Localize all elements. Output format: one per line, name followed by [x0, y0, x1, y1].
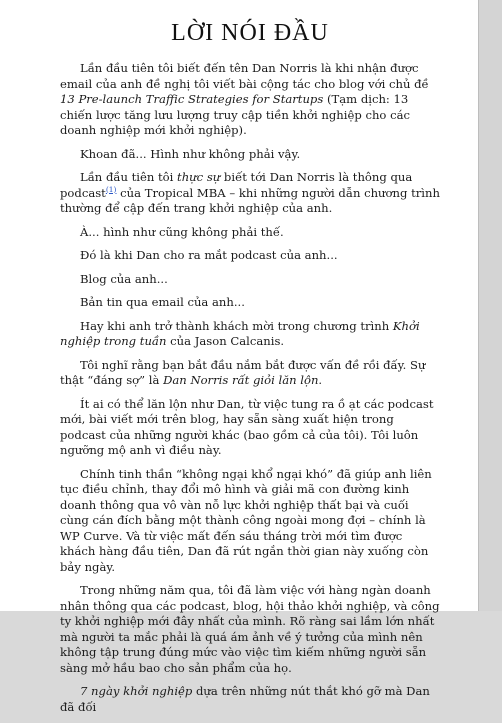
blog-post-title: 13 Pre-launch Traffic Strategies for Startups	[60, 92, 324, 106]
paragraph-1-text-a: Lần đầu tiên tôi biết đến tên Dan Norris là khi nhận được email của anh đề nghị tôi viết bài cộng tác cho blog với chủ đề	[60, 61, 429, 91]
paragraph-13-text-b: dựa trên những nút thắt khó gỡ mà Dan đã đối	[60, 684, 430, 714]
paragraph-3-emphasis: thực sự	[177, 170, 221, 184]
paragraph-9	[60, 358, 440, 389]
paragraph-4: À... hình như cũng không phải thế.	[80, 224, 284, 239]
paragraph-11: Chính tinh thần “không ngại khổ ngại khó” đã giúp anh liên tục điều chỉnh, thay đổi mô hình và giải mã con đường kinh doanh thông qua vô vàn nỗ lực khởi nghiệp thất bại và cuối cùng cán đích bằng một thành công ngoài mong đợi – chính là WP Curve. Và từ việc mất đến sáu tháng trời mới tìm được khách hàng đầu tiên, Dan đã rút ngắn thời gian này xuống còn bảy ngày.	[60, 466, 432, 574]
paragraph-2: Khoan đã... Hình như không phải vậy.	[80, 146, 301, 161]
viewer-background	[479, 0, 502, 611]
paragraph-1	[60, 61, 440, 139]
page-title: LỜI NÓI ĐẦU	[171, 20, 329, 46]
paragraph-9-text-c: .	[318, 373, 323, 387]
paragraph-3-text-a: Lần đầu tiên tôi	[80, 170, 178, 184]
paragraph-9-emphasis: Dan Norris rất giỏi lăn lộn	[163, 373, 319, 387]
paragraph-8-text-a: Hay khi anh trở thành khách mời trong chương trình	[80, 318, 393, 333]
paragraph-12: Trong những năm qua, tôi đã làm việc với hàng ngàn doanh nhân thông qua các podcast, blog, hội thảo khởi nghiệp, và công ty khởi nghiệp mới đây nhất của mình. Rõ ràng sai lầm lớn nhất mà người ta mắc phải là quá ám ảnh về ý tưởng của mình nên không tập trung đúng mức vào việc tìm kiếm những người sẵn sàng mở hầu bao cho sản phẩm của họ.	[60, 583, 440, 675]
paragraph-6: Blog của anh...	[80, 271, 168, 286]
paragraph-7: Bản tin qua email của anh...	[80, 295, 245, 309]
paragraph-3	[60, 170, 440, 217]
paragraph-1-text-c: (Tạm dịch: 13 chiến lược tăng lưu lượng truy cập tiền khởi nghiệp cho các doanh nghiệp mới khởi nghiệp).	[60, 92, 410, 137]
page-content	[60, 20, 440, 723]
paragraph-8	[60, 319, 440, 350]
paragraph-9-text-a: Tôi nghĩ rằng bạn bắt đầu nắm bắt được vấn đề rồi đấy. Sự thật “đáng sợ” là	[60, 357, 426, 387]
paragraph-13	[60, 684, 440, 715]
footnote-link[interactable]: (1)	[105, 184, 117, 194]
paragraph-3-text-d: của Tropical MBA – khi những người dẫn chương trình thường để cập đến trang khởi nghiệp của anh.	[60, 185, 440, 215]
paragraph-10: Ít ai có thể lăn lộn như Dan, từ việc tung ra ồ ạt các podcast mới, bài viết mới trên blog, hay sẵn sàng xuất hiện trong podcast của những người khác (bao gồm cả của tôi). Tôi luôn ngưỡng mộ anh vì điều này.	[60, 396, 434, 457]
show-title: Khởi nghiệp trong tuần	[60, 318, 420, 348]
paragraph-8-text-c: của Jason Calcanis.	[166, 334, 285, 348]
paragraph-5: Đó là khi Dan cho ra mắt podcast của anh...	[80, 248, 338, 262]
book-title: 7 ngày khởi nghiệp	[80, 684, 193, 698]
paragraph-3-text-c: biết tới Dan Norris là thông qua podcast	[60, 170, 413, 200]
